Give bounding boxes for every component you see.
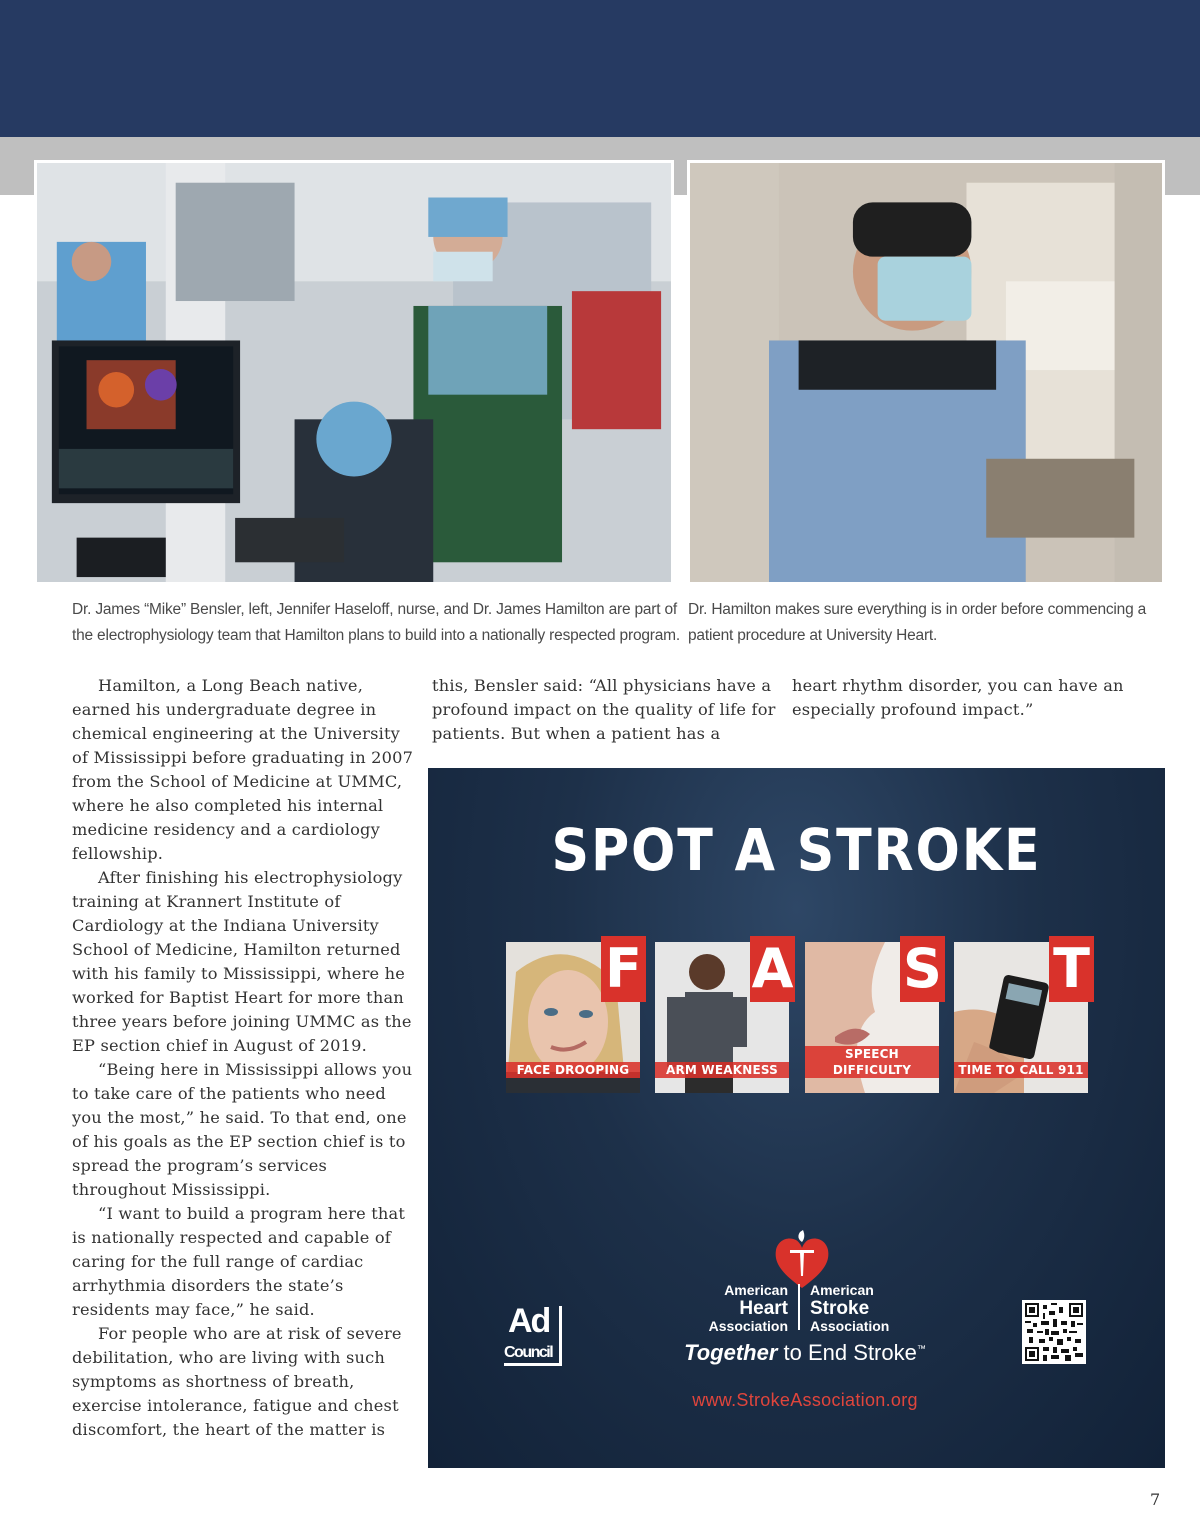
fast-letter-f: F: [601, 936, 646, 1002]
aha-line: Association: [708, 1318, 788, 1334]
ad-council-bottom: Council: [504, 1344, 553, 1361]
article-paragraph: For people who are at risk of severe debilitation, who are living with such symptoms as shortness of breath, exercise intolerance, fatigue and chest discomfort, the heart of the matter is: [72, 1324, 402, 1439]
article-paragraph: After finishing his electrophysiology training at Krannert Institute of Cardiology at the Indiana University School of Medicine, Hamilton returned with his family to Mississippi, where he worked for Baptist Heart for more than three years before joining UMMC as the EP section chief in August of 2019.: [72, 868, 412, 1055]
asa-wordmark: [810, 1282, 920, 1335]
fast-letter-a: A: [751, 937, 794, 1000]
fast-label-time: TIME TO CALL 911: [954, 1062, 1088, 1078]
fast-card-arm: [655, 937, 794, 1093]
aha-wordmark: [692, 1282, 788, 1335]
logo-divider: [798, 1284, 800, 1330]
aha-line: American: [724, 1282, 788, 1298]
photo-ep-team: [34, 160, 674, 585]
tagline-rest: to End Stroke: [783, 1340, 917, 1365]
article-paragraph: heart rhythm disorder, you can have an especially profound impact.”: [792, 676, 1124, 719]
ad-council-logo: [504, 1302, 562, 1366]
fast-letter-s: S: [900, 936, 945, 1002]
article-column-1: [72, 674, 417, 1442]
header-band: [0, 0, 1200, 137]
article-column-3: [792, 674, 1132, 722]
tagline-tm: ™: [916, 1343, 926, 1354]
tagline-bold: Together: [684, 1340, 778, 1365]
ad-title: SPOT A STROKE: [551, 816, 1042, 884]
qr-code-image: [1025, 1303, 1083, 1361]
article-column-2: [432, 674, 777, 746]
fast-card-time: [954, 937, 1090, 1093]
aha-heart-torch-icon: [772, 1228, 832, 1290]
aha-line: Heart: [739, 1298, 788, 1319]
fast-label-speech: SPEECH DIFFICULTY: [805, 1046, 939, 1078]
caption-right: Dr. Hamilton makes sure everything is in order before commencing a patient procedure at University Heart.: [688, 601, 1147, 644]
photo-ep-team-image: [37, 163, 671, 582]
fast-cards: [506, 936, 1088, 1093]
fast-card-face: [506, 937, 642, 1093]
fast-letter-t: T: [1049, 936, 1094, 1002]
ad-council-top: Ad: [508, 1302, 550, 1340]
page-number: 7: [1150, 1490, 1161, 1509]
asa-line: American: [810, 1282, 874, 1298]
fast-card-speech: [805, 937, 942, 1093]
article-paragraph: Hamilton, a Long Beach native, earned his undergraduate degree in chemical engineering at the University of Mississippi before graduating in 2007 from the School of Medicine at UMMC, where he also completed his internal medicine residency and a cardiology fellowship.: [72, 676, 414, 863]
asa-line: Association: [810, 1318, 890, 1334]
qr-code-icon[interactable]: [1022, 1300, 1086, 1364]
fast-label-arm: ARM WEAKNESS: [655, 1062, 789, 1078]
article-paragraph: “I want to build a program here that is nationally respected and capable of caring for the full range of cardiac arrhythmia disorders the state’s residents may face,” he said.: [72, 1204, 406, 1319]
photo-physician-image: [690, 163, 1162, 582]
photo-physician: [687, 160, 1165, 585]
ad-tagline: [640, 1340, 970, 1366]
article-paragraph: “Being here in Mississippi allows you to take care of the patients who need you the most,” he said. To that end, one of his goals as the EP section chief is to spread the program’s services throughout Mississippi.: [72, 1060, 413, 1199]
caption-left: Dr. James “Mike” Bensler, left, Jennifer Haseloff, nurse, and Dr. James Hamilton are part of the electrophysiology team that Hamilton plans to build into a nationally respected program.: [72, 601, 680, 644]
ad-url-link[interactable]: www.StrokeAssociation.org: [692, 1390, 918, 1410]
asa-line: Stroke: [810, 1298, 870, 1319]
fast-label-face: FACE DROOPING: [506, 1062, 640, 1078]
article-paragraph: this, Bensler said: “All physicians have a profound impact on the quality of life for patients. But when a patient has a: [432, 676, 776, 743]
